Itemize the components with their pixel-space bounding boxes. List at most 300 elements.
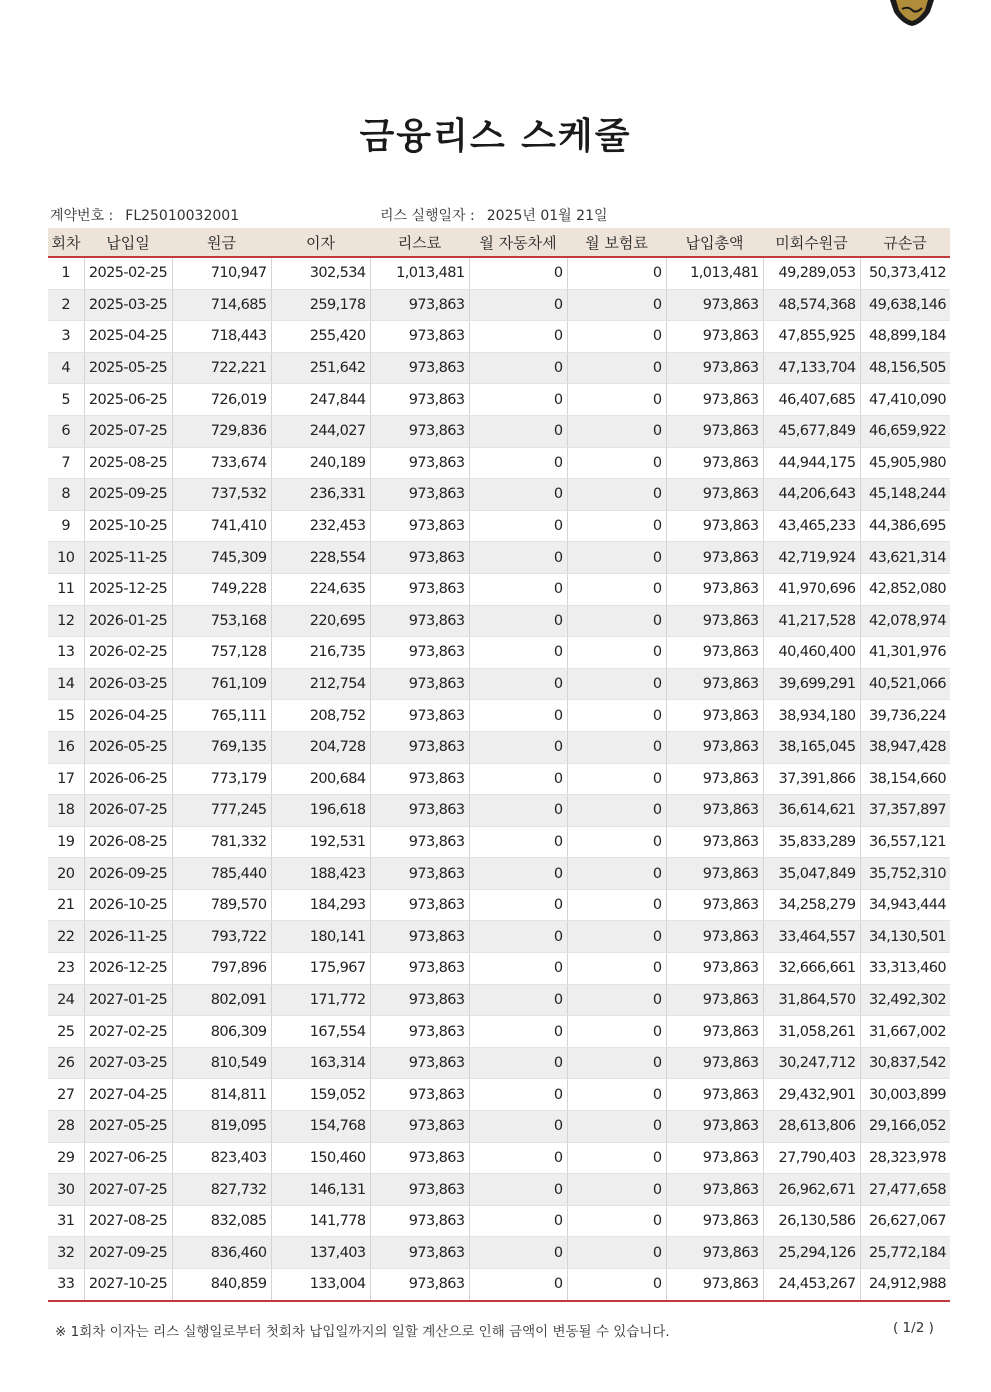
column-header: 이자 [271,228,370,257]
table-cell: 973,863 [666,321,763,353]
table-cell: 167,554 [271,1016,370,1048]
table-row [48,668,950,700]
table-cell: 973,863 [666,731,763,763]
table-cell: 2025-11-25 [84,542,172,574]
lease-schedule-table [48,228,950,1302]
table-cell: 2027-06-25 [84,1142,172,1174]
table-cell: 973,863 [370,352,469,384]
table-cell: 180,141 [271,921,370,953]
table-cell: 27,790,403 [763,1142,860,1174]
table-cell: 2026-09-25 [84,858,172,890]
table-cell: 2027-02-25 [84,1016,172,1048]
table-cell: 973,863 [370,1269,469,1301]
table-cell: 973,863 [666,826,763,858]
table-row [48,795,950,827]
table-cell: 773,179 [172,763,271,795]
table-row [48,542,950,574]
table-cell: 0 [469,1016,567,1048]
table-cell: 29,166,052 [860,1111,950,1143]
table-cell: 973,863 [666,1111,763,1143]
table-cell: 973,863 [370,1142,469,1174]
table-cell: 2026-12-25 [84,953,172,985]
table-cell: 24 [48,984,84,1016]
table-cell: 21 [48,889,84,921]
table-cell: 0 [469,953,567,985]
table-cell: 44,206,643 [763,479,860,511]
table-cell: 973,863 [370,858,469,890]
table-cell: 0 [567,321,666,353]
table-cell: 2025-05-25 [84,352,172,384]
table-cell: 718,443 [172,321,271,353]
table-cell: 32 [48,1237,84,1269]
table-cell: 2026-11-25 [84,921,172,953]
table-cell: 200,684 [271,763,370,795]
table-cell: 0 [567,1079,666,1111]
table-cell: 2026-06-25 [84,763,172,795]
table-cell: 46,659,922 [860,415,950,447]
table-cell: 34,258,279 [763,889,860,921]
table-cell: 973,863 [666,889,763,921]
table-cell: 836,460 [172,1237,271,1269]
table-cell: 0 [469,731,567,763]
table-cell: 973,863 [370,605,469,637]
contract-number [50,205,239,225]
table-cell: 2026-04-25 [84,700,172,732]
table-cell: 789,570 [172,889,271,921]
table-cell: 0 [469,826,567,858]
table-cell: 0 [567,573,666,605]
table-cell: 2027-10-25 [84,1269,172,1301]
table-cell: 27,477,658 [860,1174,950,1206]
table-cell: 973,863 [666,795,763,827]
table-cell: 0 [567,1142,666,1174]
table-cell: 769,135 [172,731,271,763]
table-cell: 11 [48,573,84,605]
table-cell: 31,864,570 [763,984,860,1016]
table-cell: 973,863 [370,1079,469,1111]
table-cell: 0 [469,1111,567,1143]
table-cell: 220,695 [271,605,370,637]
table-cell: 0 [567,1111,666,1143]
table-cell: 43,621,314 [860,542,950,574]
table-cell: 832,085 [172,1205,271,1237]
table-cell: 212,754 [271,668,370,700]
table-cell: 973,863 [666,384,763,416]
table-cell: 0 [567,289,666,321]
table-cell: 785,440 [172,858,271,890]
table-cell: 33 [48,1269,84,1301]
table-cell: 29 [48,1142,84,1174]
table-cell: 840,859 [172,1269,271,1301]
table-row [48,289,950,321]
table-cell: 2027-07-25 [84,1174,172,1206]
table-cell: 29,432,901 [763,1079,860,1111]
table-cell: 27 [48,1079,84,1111]
table-cell: 48,899,184 [860,321,950,353]
table-cell: 973,863 [370,415,469,447]
table-cell: 973,863 [370,321,469,353]
table-cell: 973,863 [370,984,469,1016]
table-cell: 1,013,481 [370,257,469,289]
table-cell: 38,934,180 [763,700,860,732]
table-row [48,479,950,511]
brand-logo-icon [886,0,938,26]
table-cell: 0 [469,889,567,921]
table-cell: 31,667,002 [860,1016,950,1048]
column-header: 납입총액 [666,228,763,257]
table-cell: 25 [48,1016,84,1048]
table-cell: 973,863 [666,1016,763,1048]
table-cell: 47,133,704 [763,352,860,384]
table-cell: 0 [567,1269,666,1301]
table-cell: 38,947,428 [860,731,950,763]
table-cell: 0 [469,795,567,827]
table-cell: 973,863 [666,921,763,953]
table-cell: 973,863 [370,479,469,511]
execution-date [380,205,608,225]
table-cell: 45,148,244 [860,479,950,511]
table-cell: 973,863 [666,573,763,605]
table-row [48,352,950,384]
table-cell: 2025-10-25 [84,510,172,542]
table-cell: 0 [469,1142,567,1174]
table-cell: 973,863 [666,637,763,669]
table-cell: 973,863 [666,289,763,321]
table-cell: 2026-01-25 [84,605,172,637]
table-cell: 973,863 [666,479,763,511]
table-cell: 42,078,974 [860,605,950,637]
table-cell: 3 [48,321,84,353]
table-cell: 255,420 [271,321,370,353]
table-cell: 31 [48,1205,84,1237]
table-cell: 973,863 [370,795,469,827]
table-cell: 30,837,542 [860,1047,950,1079]
table-cell: 13 [48,637,84,669]
execution-date-value: 2025년 01월 21일 [486,208,608,224]
table-cell: 0 [567,1205,666,1237]
table-cell: 973,863 [666,605,763,637]
table-cell: 973,863 [666,858,763,890]
table-cell: 2025-04-25 [84,321,172,353]
table-cell: 150,460 [271,1142,370,1174]
table-cell: 171,772 [271,984,370,1016]
table-cell: 28,323,978 [860,1142,950,1174]
table-cell: 722,221 [172,352,271,384]
table-cell: 0 [469,1047,567,1079]
table-cell: 973,863 [370,731,469,763]
table-cell: 0 [567,668,666,700]
table-cell: 973,863 [370,542,469,574]
table-row [48,1047,950,1079]
footnote: ※ 1회차 이자는 리스 실행일로부터 첫회차 납입일까지의 일할 계산으로 인해 금액이 변동될 수 있습니다. [55,1324,670,1340]
table-cell: 726,019 [172,384,271,416]
column-header: 리스료 [370,228,469,257]
table-cell: 973,863 [370,668,469,700]
table-cell: 729,836 [172,415,271,447]
table-cell: 0 [469,384,567,416]
table-cell: 2025-06-25 [84,384,172,416]
table-cell: 42,719,924 [763,542,860,574]
table-cell: 827,732 [172,1174,271,1206]
table-cell: 28 [48,1111,84,1143]
column-header: 원금 [172,228,271,257]
table-cell: 2025-07-25 [84,415,172,447]
table-cell: 0 [567,352,666,384]
table-cell: 154,768 [271,1111,370,1143]
table-cell: 32,492,302 [860,984,950,1016]
table-cell: 753,168 [172,605,271,637]
table-cell: 38,154,660 [860,763,950,795]
table-cell: 737,532 [172,479,271,511]
table-cell: 2027-01-25 [84,984,172,1016]
table-cell: 12 [48,605,84,637]
table-row [48,257,950,289]
table-cell: 34,943,444 [860,889,950,921]
table-cell: 19 [48,826,84,858]
table-row [48,700,950,732]
table-row [48,763,950,795]
table-row [48,573,950,605]
column-header: 납입일 [84,228,172,257]
table-cell: 973,863 [666,1269,763,1301]
table-cell: 0 [567,637,666,669]
table-cell: 0 [469,257,567,289]
table-cell: 973,863 [666,953,763,985]
table-cell: 973,863 [666,1079,763,1111]
table-cell: 765,111 [172,700,271,732]
table-cell: 33,313,460 [860,953,950,985]
execution-date-label: 리스 실행일자 : [380,208,475,224]
table-cell: 35,752,310 [860,858,950,890]
table-row [48,1205,950,1237]
table-cell: 146,131 [271,1174,370,1206]
table-cell: 8 [48,479,84,511]
table-cell: 41,970,696 [763,573,860,605]
table-cell: 204,728 [271,731,370,763]
table-cell: 973,863 [666,763,763,795]
table-cell: 0 [567,763,666,795]
table-cell: 0 [469,984,567,1016]
table-row [48,1269,950,1301]
table-cell: 973,863 [370,1111,469,1143]
page-indicator: ( 1/2 ) [893,1320,934,1336]
table-cell: 48,156,505 [860,352,950,384]
table-cell: 26,627,067 [860,1205,950,1237]
table-cell: 0 [469,415,567,447]
table-cell: 0 [469,542,567,574]
table-cell: 973,863 [370,447,469,479]
table-cell: 0 [469,479,567,511]
table-cell: 973,863 [370,921,469,953]
table-cell: 259,178 [271,289,370,321]
table-cell: 0 [469,637,567,669]
table-cell: 973,863 [666,1047,763,1079]
table-cell: 0 [567,605,666,637]
table-cell: 0 [567,858,666,890]
table-cell: 15 [48,700,84,732]
table-cell: 240,189 [271,447,370,479]
table-cell: 44,944,175 [763,447,860,479]
table-cell: 224,635 [271,573,370,605]
table-cell: 0 [567,731,666,763]
table-row [48,858,950,890]
table-cell: 973,863 [666,700,763,732]
table-cell: 973,863 [370,1174,469,1206]
table-cell: 2026-07-25 [84,795,172,827]
table-cell: 43,465,233 [763,510,860,542]
table-cell: 47,410,090 [860,384,950,416]
table-cell: 0 [469,1237,567,1269]
table-cell: 0 [567,889,666,921]
table-cell: 1,013,481 [666,257,763,289]
table-cell: 973,863 [370,763,469,795]
table-cell: 973,863 [370,510,469,542]
table-cell: 2025-02-25 [84,257,172,289]
table-cell: 0 [469,1269,567,1301]
column-header: 규손금 [860,228,950,257]
table-row [48,321,950,353]
table-cell: 22 [48,921,84,953]
table-cell: 34,130,501 [860,921,950,953]
table-cell: 0 [469,510,567,542]
table-cell: 973,863 [666,542,763,574]
table-cell: 247,844 [271,384,370,416]
table-cell: 37,391,866 [763,763,860,795]
table-row [48,510,950,542]
table-cell: 781,332 [172,826,271,858]
table-cell: 810,549 [172,1047,271,1079]
table-cell: 0 [567,795,666,827]
table-cell: 14 [48,668,84,700]
table-row [48,384,950,416]
column-header: 월 자동차세 [469,228,567,257]
table-cell: 973,863 [666,668,763,700]
table-cell: 973,863 [370,1205,469,1237]
table-cell: 802,091 [172,984,271,1016]
table-cell: 33,464,557 [763,921,860,953]
table-cell: 0 [567,542,666,574]
table-cell: 973,863 [370,384,469,416]
table-cell: 184,293 [271,889,370,921]
table-cell: 35,833,289 [763,826,860,858]
table-cell: 2026-10-25 [84,889,172,921]
table-row [48,984,950,1016]
table-cell: 7 [48,447,84,479]
table-cell: 973,863 [666,415,763,447]
table-cell: 0 [469,858,567,890]
table-cell: 0 [567,1237,666,1269]
table-cell: 819,095 [172,1111,271,1143]
table-row [48,1142,950,1174]
table-cell: 0 [567,384,666,416]
table-cell: 745,309 [172,542,271,574]
table-cell: 0 [567,1016,666,1048]
table-row [48,605,950,637]
table-cell: 2025-12-25 [84,573,172,605]
table-cell: 208,752 [271,700,370,732]
table-cell: 137,403 [271,1237,370,1269]
table-cell: 749,228 [172,573,271,605]
table-cell: 741,410 [172,510,271,542]
table-row [48,415,950,447]
table-cell: 23 [48,953,84,985]
table-cell: 30,003,899 [860,1079,950,1111]
table-cell: 216,735 [271,637,370,669]
table-cell: 35,047,849 [763,858,860,890]
table-cell: 806,309 [172,1016,271,1048]
table-body [48,257,950,1301]
table-cell: 973,863 [666,510,763,542]
table-cell: 2027-03-25 [84,1047,172,1079]
table-cell: 30,247,712 [763,1047,860,1079]
table-row [48,953,950,985]
table-cell: 48,574,368 [763,289,860,321]
table-cell: 163,314 [271,1047,370,1079]
table-row [48,889,950,921]
table-row [48,1079,950,1111]
table-cell: 973,863 [666,1205,763,1237]
table-cell: 0 [567,415,666,447]
table-cell: 32,666,661 [763,953,860,985]
table-cell: 24,912,988 [860,1269,950,1301]
table-cell: 175,967 [271,953,370,985]
table-cell: 973,863 [370,889,469,921]
table-cell: 26 [48,1047,84,1079]
table-cell: 733,674 [172,447,271,479]
table-cell: 973,863 [666,1237,763,1269]
table-cell: 42,852,080 [860,573,950,605]
table-cell: 20 [48,858,84,890]
table-cell: 5 [48,384,84,416]
table-cell: 2025-08-25 [84,447,172,479]
table-cell: 2026-08-25 [84,826,172,858]
table-cell: 973,863 [370,953,469,985]
table-cell: 38,165,045 [763,731,860,763]
table-cell: 40,460,400 [763,637,860,669]
table-cell: 49,289,053 [763,257,860,289]
table-cell: 44,386,695 [860,510,950,542]
table-cell: 244,027 [271,415,370,447]
table-row [48,921,950,953]
column-header: 미회수원금 [763,228,860,257]
table-cell: 2026-02-25 [84,637,172,669]
table-cell: 0 [469,352,567,384]
table-cell: 30 [48,1174,84,1206]
table-cell: 2027-05-25 [84,1111,172,1143]
table-cell: 41,217,528 [763,605,860,637]
table-cell: 814,811 [172,1079,271,1111]
table-cell: 2027-08-25 [84,1205,172,1237]
table-cell: 0 [469,447,567,479]
table-cell: 0 [469,605,567,637]
table-cell: 18 [48,795,84,827]
table-cell: 10 [48,542,84,574]
table-cell: 0 [469,1079,567,1111]
table-cell: 973,863 [666,1174,763,1206]
table-cell: 2025-03-25 [84,289,172,321]
table-cell: 39,699,291 [763,668,860,700]
table-cell: 777,245 [172,795,271,827]
table-cell: 973,863 [666,984,763,1016]
table-cell: 0 [567,510,666,542]
table-cell: 31,058,261 [763,1016,860,1048]
table-cell: 40,521,066 [860,668,950,700]
table-cell: 973,863 [370,826,469,858]
table-cell: 159,052 [271,1079,370,1111]
table-cell: 192,531 [271,826,370,858]
table-cell: 793,722 [172,921,271,953]
table-cell: 973,863 [370,637,469,669]
